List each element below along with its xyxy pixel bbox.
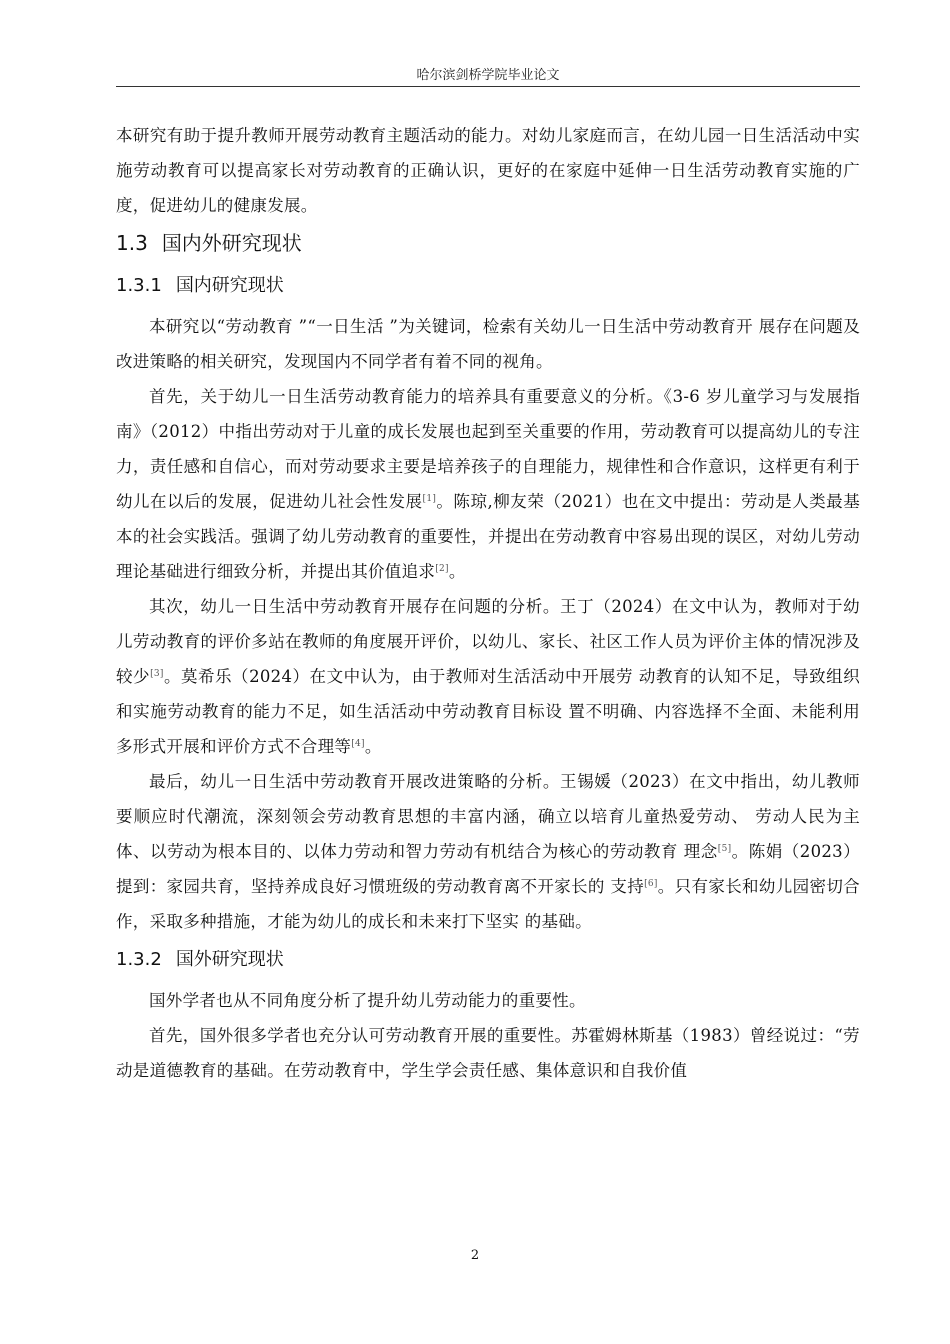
citation-3: [3] [150, 669, 164, 679]
text-segment: 。陈娟（2023）提到：家园共育，坚持养成良好习惯班级的劳动教育离不开家长的 支持 [116, 842, 860, 896]
paragraph-keywords: 本研究以“劳动教育 ”“一日生活 ”为关键词，检索有关幼儿一日生活中劳动教育开 展存在问题及改进策略的相关研究，发现国内不同学者有着不同的视角。 [116, 317, 860, 371]
page-number: 2 [470, 1248, 480, 1263]
paragraph-foreign-first: 首先，国外很多学者也充分认可劳动教育开展的重要性。苏霍姆林斯基（1983）曾经说过：“劳动是道德教育的基础。在劳动教育中，学生学会责任感、集体意识和自我价值 [116, 1026, 860, 1080]
text-segment: 其次，幼儿一日生活中劳动教育开展存在问题的分析。王丁（2024）在文中认为，教师对于幼儿劳动教育的评价多站在教师的角度展开评价，以幼儿、家长、社区工作人员为评价主体的情况涉及较少 [116, 597, 860, 686]
paragraph-first-analysis [116, 379, 860, 589]
paragraph-foreign-intro: 国外学者也从不同角度分析了提升幼儿劳动能力的重要性。 [149, 991, 586, 1010]
subsection-heading-1-3-2 [116, 943, 860, 977]
subsection-title: 国内研究现状 [175, 275, 284, 296]
paragraph-second-analysis [116, 589, 860, 764]
text-segment: 。 [448, 562, 466, 581]
page-header: 哈尔滨剑桥学院毕业论文 [416, 68, 560, 83]
text-segment: 。陈琼,柳友荣（2021）也在文中提出：劳动是人类最基本的社会实践活。强调了幼儿劳动教育的重要性，并提出在劳动教育中容易出现的误区，对幼儿劳动理论基础进行细致分析，并提出其价值追求 [116, 492, 860, 581]
citation-6: [6] [644, 879, 658, 889]
subsection-number: 1.3.1 [116, 275, 162, 296]
paragraph-intro-continued: 本研究有助于提升教师开展劳动教育主题活动的能力。对幼儿家庭而言，在幼儿园一日生活活动中实施劳动教育可以提高家长对劳动教育的正确认识，更好的在家庭中延伸一日生活劳动教育实施的广度，促进幼儿的健康发展。 [116, 126, 860, 215]
section-title: 国内外研究现状 [161, 231, 302, 255]
section-heading-1-3 [116, 225, 860, 261]
text-segment: 首先，关于幼儿一日生活劳动教育能力的培养具有重要意义的分析。《3-6 岁儿童学习与发展指南》（2012）中指出劳动对于儿童的成长发展也起到至关重要的作用，劳动教育可以提高幼儿的专注力，责任感和自信心，而对劳动要求主要是培养孩子的自理能力，规律性和合作意识，这样更有利于幼儿在以后的发展，促进幼儿社会性发展 [116, 387, 860, 511]
text-segment: 。只有家长和幼儿园密切合作，采取多种措施，才能为幼儿的成长和未来打下坚实 的基础。 [116, 877, 860, 931]
text-segment: 。莫希乐（2024）在文中认为，由于教师对生活活动中开展劳 动教育的认知不足，导致组织和实施劳动教育的能力不足，如生活活动中劳动教育目标设 置不明确、内容选择不全面、未能利用多形式开展和评价方式不合理等 [116, 667, 860, 756]
text-segment: 。 [364, 737, 382, 756]
text-segment: 最后，幼儿一日生活中劳动教育开展改进策略的分析。王锡媛（2023）在文中指出，幼儿教师要顺应时代潮流，深刻领会劳动教育思想的丰富内涵，确立以培育儿童热爱劳动、 劳动人民为主体、以劳动为根本目的、以体力劳动和智力劳动有机结合为核心的劳动教育 理念 [116, 772, 860, 861]
subsection-title: 国外研究现状 [175, 949, 284, 970]
citation-5: [5] [717, 844, 732, 854]
section-number: 1.3 [116, 231, 148, 255]
paragraph-third-analysis [116, 764, 860, 939]
citation-1: [1] [422, 494, 437, 504]
subsection-heading-1-3-1 [116, 269, 860, 303]
header-rule [116, 86, 860, 87]
citation-2: [2] [435, 564, 449, 574]
citation-4: [4] [351, 739, 365, 749]
document-body [116, 118, 860, 1088]
subsection-number: 1.3.2 [116, 949, 162, 970]
